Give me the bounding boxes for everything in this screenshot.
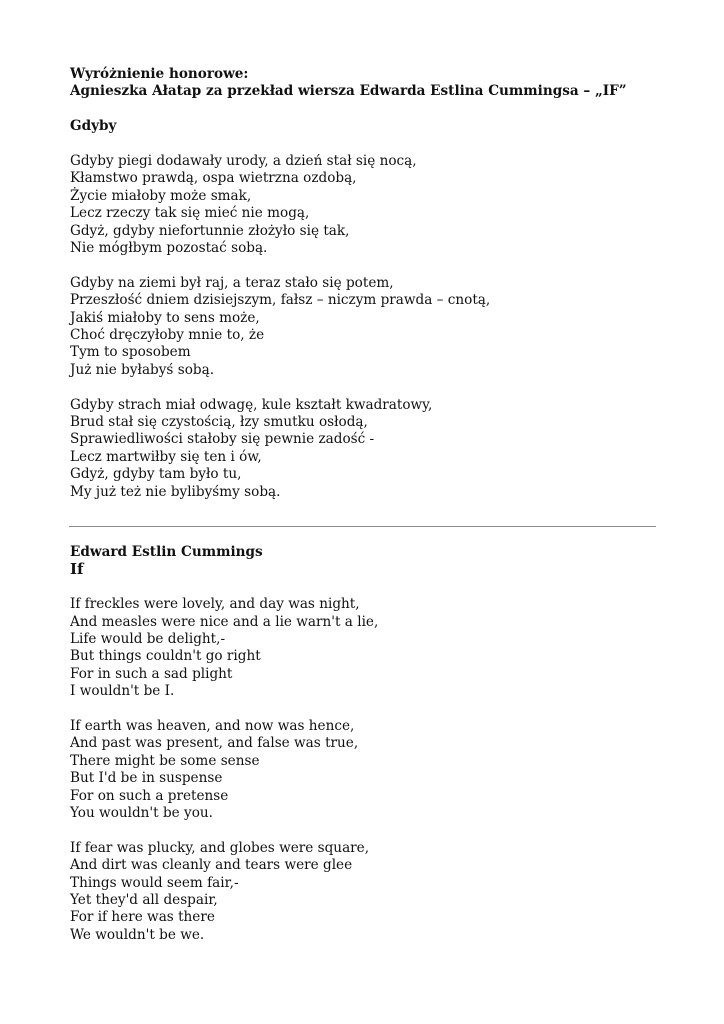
poem-line: Tym to sposobem — [70, 344, 191, 361]
poem-line: Przeszłość dniem dzisiejszym, fałsz – niczym prawda – cnotą, — [70, 292, 491, 309]
poem-line: And dirt was cleanly and tears were glee — [70, 857, 353, 874]
poem-line: Life would be delight,- — [70, 631, 226, 648]
poem-line: You wouldn't be you. — [70, 805, 213, 822]
translation-stanza-2 — [70, 275, 656, 379]
spacer — [70, 822, 656, 839]
poem-line: For on such a pretense — [70, 787, 229, 804]
poem-line: Gdyż, gdyby tam było tu, — [70, 466, 242, 483]
poem-line: Już nie byłabyś sobą. — [70, 361, 215, 378]
spacer — [70, 136, 656, 153]
spacer — [70, 379, 656, 396]
section-divider — [69, 526, 656, 527]
poem-line: Gdyby strach miał odwagę, kule kształt kwadratowy, — [70, 396, 433, 413]
poem-line: But I'd be in suspense — [70, 770, 223, 787]
spacer — [70, 579, 656, 596]
poem-line: Yet they'd all despair, — [70, 892, 218, 909]
spacer — [70, 701, 656, 718]
original-stanza-3 — [70, 840, 656, 944]
poem-line: If fear was plucky, and globes were square, — [70, 839, 370, 856]
poem-line: Nie mógłbym pozostać sobą. — [70, 240, 268, 257]
translation-stanza-3 — [70, 397, 656, 501]
poem-line: Lecz rzeczy tak się mieć nie mogą, — [70, 205, 310, 222]
translation-section — [70, 66, 656, 501]
poem-line: For in such a sad plight — [70, 665, 233, 682]
original-stanza-1 — [70, 596, 656, 700]
poem-line: Lecz martwiłby się ten i ów, — [70, 448, 262, 465]
spacer — [70, 101, 656, 118]
poem-line: And past was present, and false was true, — [70, 735, 359, 752]
poem-line: Jakiś miałoby to sens może, — [70, 309, 260, 326]
poem-line: Kłamstwo prawdą, ospa wietrzna ozdobą, — [70, 170, 357, 187]
poem-line: For if here was there — [70, 909, 215, 926]
poem-line: My już też nie bylibyśmy sobą. — [70, 483, 281, 500]
poem-line: Życie miałoby może smak, — [70, 187, 252, 204]
spacer — [70, 257, 656, 274]
poem-line: And measles were nice and a lie warn't a lie, — [70, 613, 379, 630]
poem-line: Gdyż, gdyby niefortunnie złożyło się tak, — [70, 222, 350, 239]
poem-line: Choć dręczyłoby mnie to, że — [70, 327, 265, 344]
poem-line: I wouldn't be I. — [70, 683, 175, 700]
translation-stanza-1 — [70, 153, 656, 257]
translator-credit: Agnieszka Ałatap za przekład wiersza Edwarda Estlina Cummingsa – „IF” — [70, 83, 627, 100]
original-author: Edward Estlin Cummings — [70, 544, 263, 560]
original-section — [70, 544, 656, 944]
poem-line: There might be some sense — [70, 752, 260, 769]
poem-line: Brud stał się czystością, łzy smutku osłodą, — [70, 414, 368, 431]
translation-title: Gdyby — [70, 118, 117, 135]
poem-line: Things would seem fair,- — [70, 874, 239, 891]
poem-line: If earth was heaven, and now was hence, — [70, 718, 355, 735]
original-title: If — [70, 560, 84, 579]
award-heading: Wyróżnienie honorowe: — [70, 66, 249, 82]
poem-line: We wouldn't be we. — [70, 926, 205, 943]
poem-line: But things couldn't go right — [70, 648, 261, 665]
poem-line: If freckles were lovely, and day was night, — [70, 596, 360, 613]
poem-line: Gdyby piegi dodawały urody, a dzień stał się nocą, — [70, 153, 417, 169]
poem-line: Sprawiedliwości stałoby się pewnie zadość - — [70, 431, 375, 448]
original-stanza-2 — [70, 718, 656, 822]
poem-line: Gdyby na ziemi był raj, a teraz stało się potem, — [70, 274, 394, 291]
